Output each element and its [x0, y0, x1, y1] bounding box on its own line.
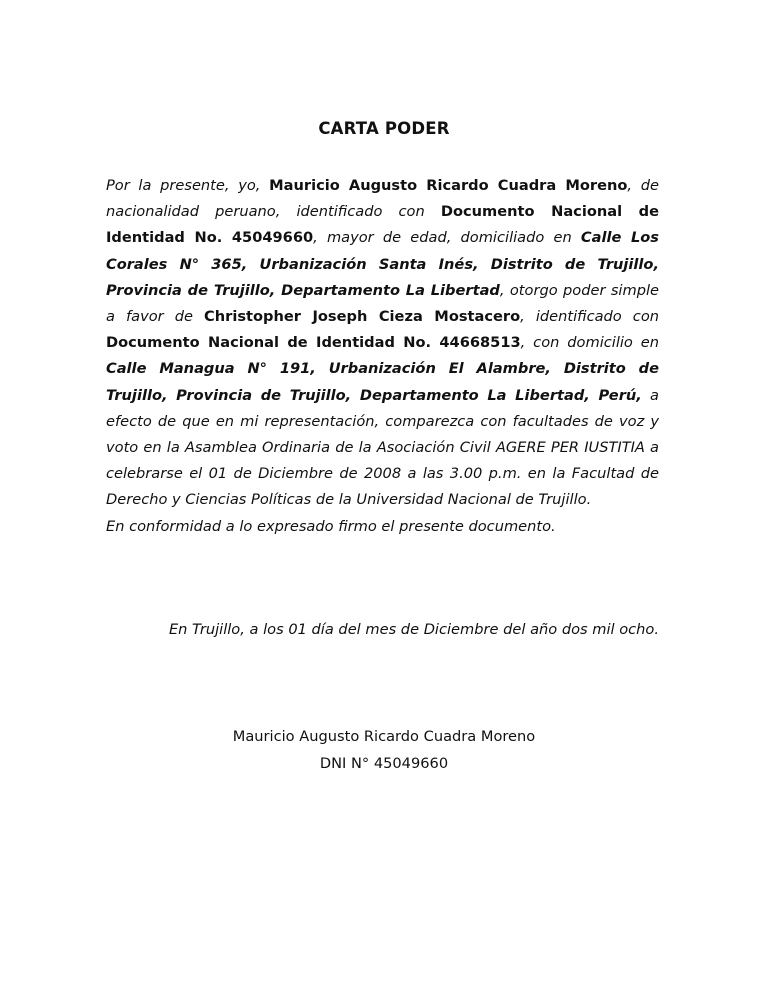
signature-name: Mauricio Augusto Ricardo Cuadra Moreno — [232, 728, 536, 745]
text-run: Por la presente, yo, — [106, 177, 270, 194]
text-run: , de nacionalidad peruano, identificado con — [106, 177, 659, 221]
text-run-bold: Christopher Joseph Cieza Mostacero — [204, 308, 521, 326]
text-run: , con domicilio en — [520, 334, 659, 352]
text-run: a efecto de que en mi representación, comparezca con facultades de voz y voto en la Asamblea Ordinaria de la Asociación Civil AGERE PER IUSTITIA a celebrarse el 01 de Diciembre de 2008 a las 3.00 p.m. en la Facultad de Derecho y Ciencias Políticas de la Universidad Nacional de Trujillo. — [106, 386, 659, 509]
main-paragraph — [106, 173, 659, 514]
text-run: , otorgo poder simple a favor de — [106, 281, 659, 326]
date-line: En Trujillo, a los 01 día del mes de Diciembre del año dos mil ocho. — [168, 621, 659, 638]
text-run-bold: Documento Nacional de Identidad No. 45049660 — [106, 203, 660, 247]
signature-dni: DNI N° 45049660 — [319, 755, 449, 772]
closing-line: En conformidad a lo expresado firmo el presente documento. — [106, 517, 556, 535]
text-run-bold: Documento Nacional de Identidad No. 44668513 — [106, 334, 521, 352]
document-body — [106, 173, 659, 540]
text-run: , mayor de edad, domiciliado en — [313, 229, 581, 247]
text-run: , identificado con — [520, 308, 660, 326]
text-run-bold-italic: Calle Los Corales N° 365, Urbanización Santa Inés, Distrito de Trujillo, Provincia de Trujillo, Departamento La Libertad — [106, 229, 659, 299]
text-run-bold-italic: Calle Managua N° 191, Urbanización El Alambre, Distrito de Trujillo, Provincia de Trujillo, Departamento La Libertad, Perú, — [106, 360, 659, 404]
text-run-bold: Mauricio Augusto Ricardo Cuadra Moreno — [269, 177, 628, 194]
document-title: CARTA PODER — [318, 119, 450, 138]
